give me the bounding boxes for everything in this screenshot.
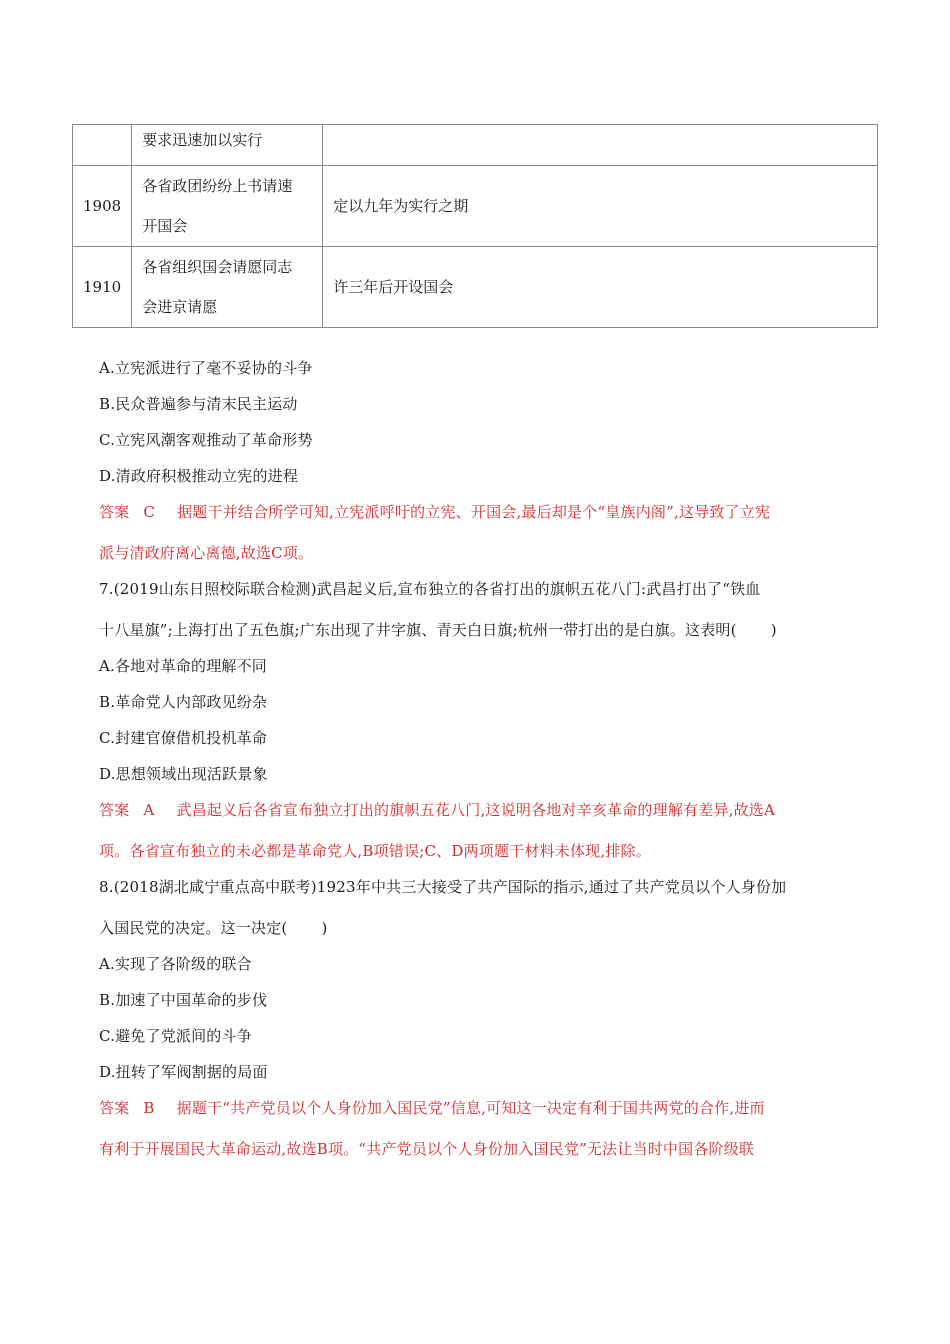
year-cell: 1908 xyxy=(73,166,132,247)
year-cell: 1910 xyxy=(73,247,132,328)
q8-option-c: C.避免了党派间的斗争 xyxy=(99,1027,252,1045)
table-row xyxy=(73,166,878,247)
q8-stem-cont: 入国民党的决定。这一决定( ) xyxy=(99,919,328,937)
table-row xyxy=(73,125,878,166)
q6-answer-cont: 派与清政府离心离德,故选C项。 xyxy=(99,544,314,562)
event-line: 开国会 xyxy=(142,217,188,235)
answer-label: 答案 xyxy=(99,1099,130,1117)
answer-label: 答案 xyxy=(99,503,130,521)
q7-option-c: C.封建官僚借机投机革命 xyxy=(99,729,268,747)
answer-text: 武昌起义后各省宣布独立打出的旗帜五花八门,这说明各地对辛亥革命的理解有差异,故选A xyxy=(176,801,776,819)
q6-option-b: B.民众普遍参与清末民主运动 xyxy=(99,395,298,413)
event-line: 各省政团纷纷上书请速 xyxy=(142,177,293,195)
event-cell xyxy=(132,166,323,247)
q7-stem-cont: 十八星旗”;上海打出了五色旗;广东出现了井字旗、青天白日旗;杭州一带打出的是白旗。这表明( ) xyxy=(99,621,777,639)
q8-option-a: A.实现了各阶级的联合 xyxy=(99,955,252,973)
q8-option-d: D.扭转了军阀割据的局面 xyxy=(99,1063,268,1081)
q8-answer-cont: 有利于开展国民大革命运动,故选B项。“共产党员以个人身份加入国民党”无法让当时中国各阶级联 xyxy=(99,1140,755,1158)
q6-option-d: D.清政府积极推动立宪的进程 xyxy=(99,467,299,485)
event-cell xyxy=(132,247,323,328)
answer-label: 答案 xyxy=(99,801,130,819)
q7-option-a: A.各地对革命的理解不同 xyxy=(99,657,268,675)
answer-choice: C xyxy=(143,503,156,521)
q6-option-c: C.立宪风潮客观推动了革命形势 xyxy=(99,431,313,449)
reform-table xyxy=(72,124,878,328)
q8-option-b: B.加速了中国革命的步伐 xyxy=(99,991,268,1009)
q8-answer xyxy=(99,1097,765,1118)
answer-choice: A xyxy=(143,801,155,819)
q7-answer-cont: 项。各省宣布独立的未必都是革命党人,B项错误;C、D两项题干材料未体现,排除。 xyxy=(99,842,651,860)
q7-option-b: B.革命党人内部政见纷杂 xyxy=(99,693,268,711)
q6-option-a: A.立宪派进行了毫不妥协的斗争 xyxy=(99,359,313,377)
answer-choice: B xyxy=(143,1099,155,1117)
event-line: 要求迅速加以实行 xyxy=(142,131,263,149)
table-row xyxy=(73,247,878,328)
event-line: 各省组织国会请愿同志 xyxy=(142,258,293,276)
response-cell: 定以九年为实行之期 xyxy=(323,166,878,247)
response-cell xyxy=(323,125,878,166)
q7-answer xyxy=(99,799,775,820)
year-cell xyxy=(73,125,132,166)
response-cell: 许三年后开设国会 xyxy=(323,247,878,328)
q7-stem: 7.(2019山东日照校际联合检测)武昌起义后,宣布独立的各省打出的旗帜五花八门:武昌打出了“铁血 xyxy=(99,580,761,598)
q6-answer xyxy=(99,501,770,522)
event-line: 会进京请愿 xyxy=(142,298,218,316)
answer-text: 据题干“共产党员以个人身份加入国民党”信息,可知这一决定有利于国共两党的合作,进而 xyxy=(176,1099,765,1117)
q7-option-d: D.思想领域出现活跃景象 xyxy=(99,765,268,783)
q8-stem: 8.(2018湖北咸宁重点高中联考)1923年中共三大接受了共产国际的指示,通过了共产党员以个人身份加 xyxy=(99,878,787,896)
answer-text: 据题干并结合所学可知,立宪派呼吁的立宪、开国会,最后却是个“皇族内阁”,这导致了立宪 xyxy=(177,503,771,521)
event-cell xyxy=(132,125,323,166)
